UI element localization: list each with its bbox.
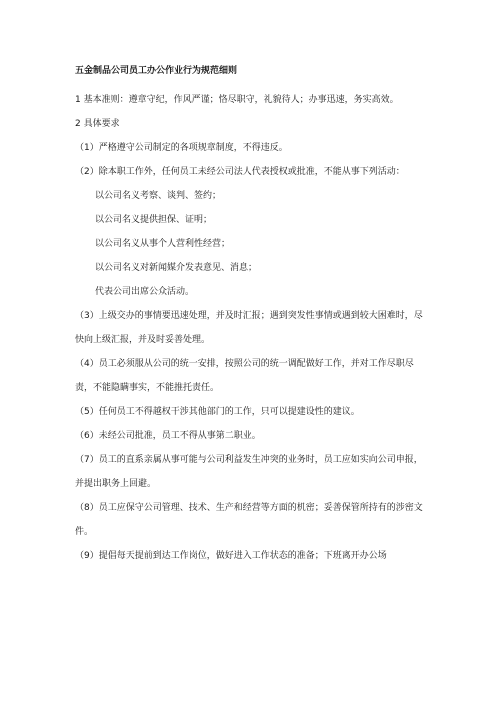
- item-2-sub-1: 以公司名义考察、谈判、签约；: [95, 191, 222, 201]
- item-2-sub-4: 以公司名义对新闻媒介发表意见、消息；: [95, 263, 258, 273]
- item-1: （1）严格遵守公司制定的各项规章制度，不得违反。: [75, 143, 288, 153]
- item-9: （9）提倡每天提前到达工作岗位，做好进入工作状态的准备；下班离开办公场: [75, 551, 387, 561]
- item-5: （5）任何员工不得越权干涉其他部门的工作，只可以提建设性的建议。: [75, 407, 360, 417]
- item-8: （8）员工应保守公司管理、技术、生产和经营等方面的机密；妥善保管所持有的涉密文件。: [75, 503, 423, 537]
- document-title: 五金制品公司员工办公作业行为规范细则: [75, 66, 238, 76]
- item-4: （4）员工必须服从公司的统一安排，按照公司的统一调配做好工作，并对工作尽职尽责，不能隐瞒事实，不能推托责任。: [75, 359, 414, 393]
- item-2: （2）除本职工作外，任何员工未经公司法人代表授权或批准，不能从事下列活动：: [75, 167, 405, 177]
- item-2-sub-3: 以公司名义从事个人营利性经营；: [95, 239, 231, 249]
- item-2-sub-5: 代表公司出席公众活动。: [95, 287, 195, 297]
- item-6: （6）未经公司批准，员工不得从事第二职业。: [75, 431, 261, 441]
- item-7: （7）员工的直系亲属从事可能与公司利益发生冲突的业务时，员工应如实向公司申报，并提出职务上回避。: [75, 455, 423, 489]
- basic-principle: 1 基本准则：遵章守纪，作风严谨；恪尽职守，礼貌待人；办事迅速，务实高效。: [75, 95, 399, 105]
- item-2-sub-2: 以公司名义提供担保、证明；: [95, 215, 213, 225]
- item-3: （3）上级交办的事情要迅速处理，并及时汇报；遇到突发性事情或遇到较大困难时，尽快向上级汇报，并及时妥善处理。: [75, 311, 423, 345]
- section-heading: 2 具体要求: [75, 119, 120, 129]
- document-body: [75, 64, 427, 568]
